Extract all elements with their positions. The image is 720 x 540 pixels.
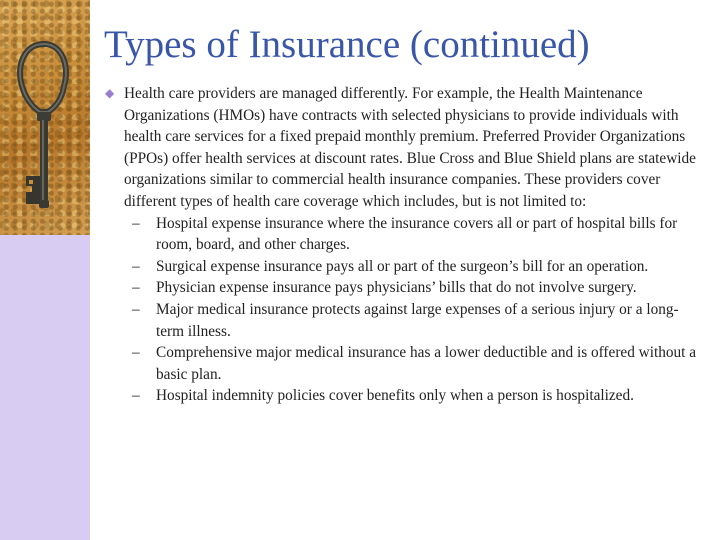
slide-title: Types of Insurance (continued) — [104, 23, 590, 66]
sub-item-physician-expense — [105, 277, 705, 299]
sub-item-comprehensive-major-medical — [105, 342, 705, 385]
sub-item-text: Physician expense insurance pays physicians’ bills that do not involve surgery. — [156, 279, 637, 297]
dash-bullet: – — [132, 214, 140, 232]
key-image — [0, 0, 90, 235]
sub-item-surgical-expense — [105, 256, 705, 278]
dash-bullet: – — [132, 387, 140, 405]
sub-item-hospital-indemnity — [105, 385, 705, 407]
sub-item-hospital-expense — [105, 213, 705, 256]
slide-body — [105, 83, 705, 407]
diamond-bullet-icon: ◆ — [105, 86, 115, 100]
sub-item-text: Hospital indemnity policies cover benefits only when a person is hospitalized. — [156, 387, 634, 405]
main-bullet-text: Health care providers are managed differently. For example, the Health Maintenance Organizations (HMOs) have contracts with selected physicians to provide individuals with health care services for a fixed prepaid monthly premium. Preferred Provider Organizations (PPOs) offer health services at discount rates. Blue Cross and Blue Shield plans are statewide organizations similar to commercial health insurance companies. These providers cover different types of health care coverage which includes, but is not limited to: — [124, 85, 696, 210]
dash-bullet: – — [132, 300, 140, 318]
sub-item-text: Comprehensive major medical insurance has a lower deductible and is offered without a basic plan. — [156, 344, 697, 383]
dash-bullet: – — [132, 279, 140, 297]
sub-item-text: Surgical expense insurance pays all or part of the surgeon’s bill for an operation. — [156, 257, 649, 275]
key-icon — [0, 0, 90, 235]
sub-item-text: Major medical insurance protects against large expenses of a serious injury or a long-term illness. — [156, 300, 679, 340]
sub-item-major-medical — [105, 299, 705, 342]
sub-item-text: Hospital expense insurance where the insurance covers all or part of hospital bills for room, board, and other charges. — [156, 214, 678, 254]
main-bullet — [105, 83, 705, 213]
dash-bullet: – — [132, 344, 140, 362]
dash-bullet: – — [132, 257, 140, 275]
